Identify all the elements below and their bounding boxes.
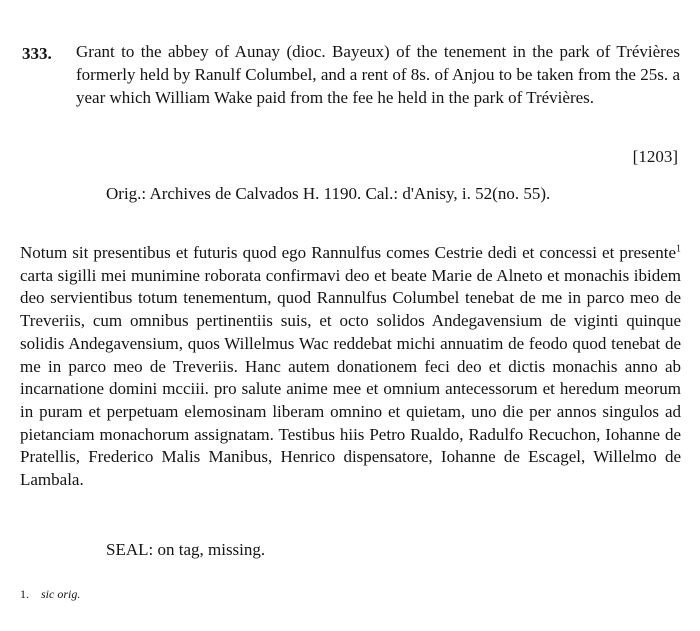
charter-text-part2: carta sigilli mei munimine roborata confirmavi deo et beate Marie de Alneto et monachis ibidem deo servientibus totum tenementum, quod Rannulfus Columbel tenebat de me in parco meo de Treveriis, cum omnibus pertinentiis suis, et octo solidos Andegavensium de viginti quinque solidis Andegavensium, quos Willelmus Wac reddebat michi annuatim de feodo quod tenebat de me in parco meo de Treveriis. Hanc autem donationem feci deo et dictis monachis anno ab incarnatione domini mcciii. pro salute anime mee et omnium antecessorum et heredum meorum in puram et perpetuam elemosinam liberam omnino et quietam, uno die per annos singulos ad pietanciam monachorum assignatam. Testibus hiis Petro Rualdo, Radulfo Recuchon, Iohanne de Pratellis, Frederico Malis Manibus, Henrico dispensatore, Iohanne de Escagel, Willelmo de Lambala. xyxy=(20,265,681,490)
footnote-text: sic orig. xyxy=(41,587,81,601)
footnote-number: 1. xyxy=(20,587,29,601)
charter-text-part1: Notum sit presentibus et futuris quod ego Rannulfus comes Cestrie dedi et concessi et presente xyxy=(20,243,676,262)
seal-note: SEAL: on tag, missing. xyxy=(106,540,266,559)
charter-text xyxy=(20,242,681,492)
footnote xyxy=(20,587,80,602)
entry-summary: Grant to the abbey of Aunay (dioc. Bayeux) of the tenement in the park of Trévières formerly held by Ranulf Columbel, and a rent of 8s. of Anjou to be taken from the 25s. a year which William Wake paid from the fee he held in the park of Trévières. xyxy=(76,42,680,107)
entry-date: [1203] xyxy=(632,147,678,166)
source-citation: Orig.: Archives de Calvados H. 1190. Cal.: d'Anisy, i. 52(no. 55). xyxy=(106,184,551,203)
entry-number: 333. xyxy=(22,44,52,63)
footnote-reference: 1 xyxy=(676,243,681,255)
